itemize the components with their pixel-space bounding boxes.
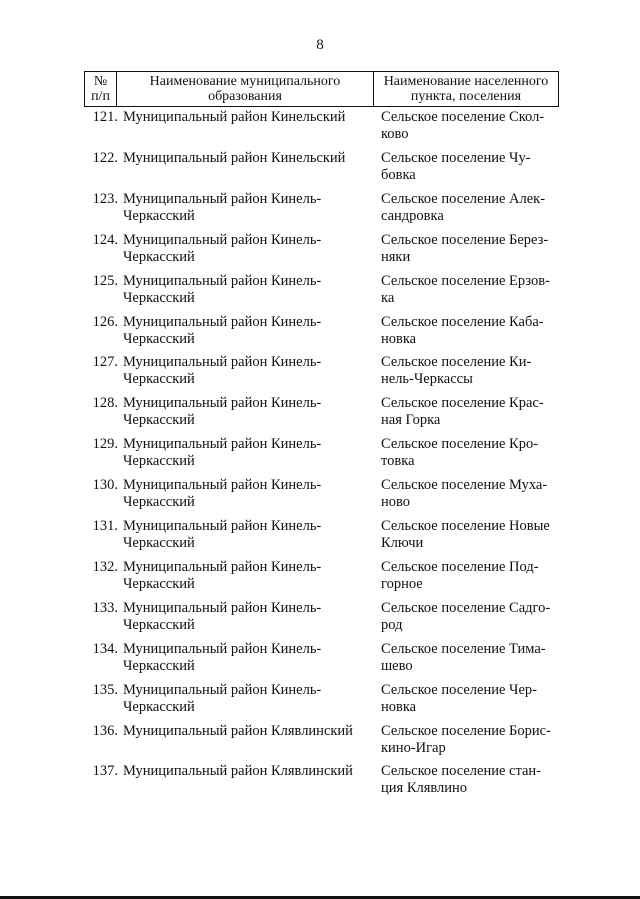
row-number: 131.	[92, 518, 118, 534]
settlement-line: Сельское поселение Ерзов-	[381, 273, 550, 289]
municipality-cell	[123, 723, 373, 740]
settlement-line: ново	[381, 494, 411, 510]
settlement-line: Сельское поселение Скол-	[381, 109, 545, 125]
settlement-cell	[381, 763, 571, 797]
settlement-line: ково	[381, 126, 409, 142]
row-number: 123.	[92, 191, 118, 207]
municipality-line: Муниципальный район Кинель-	[123, 559, 322, 575]
settlement-cell	[381, 354, 571, 388]
header-settlement	[374, 72, 559, 107]
settlement-line: Сельское поселение Садго-	[381, 600, 551, 616]
municipality-line: Муниципальный район Кинельский	[123, 109, 346, 125]
municipality-cell	[123, 518, 373, 552]
settlement-line: нель-Черкассы	[381, 371, 473, 387]
header-municipality-line: образования	[208, 89, 282, 104]
settlement-cell	[381, 150, 571, 184]
settlement-cell	[381, 723, 571, 757]
settlement-line: Сельское поселение Чер-	[381, 682, 537, 698]
row-number: 124.	[92, 232, 118, 248]
municipality-line: Муниципальный район Кинельский	[123, 150, 346, 166]
settlement-cell	[381, 109, 571, 143]
settlement-cell	[381, 436, 571, 470]
settlement-line: Сельское поселение Крас-	[381, 395, 544, 411]
settlement-line: Сельское поселение Новые	[381, 518, 550, 534]
header-settlement-line: Наименование населенного	[383, 74, 549, 89]
row-number: 129.	[92, 436, 118, 452]
settlement-line: Сельское поселение Алек-	[381, 191, 546, 207]
settlement-line: Сельское поселение Тима-	[381, 641, 546, 657]
page-number: 8	[316, 37, 324, 53]
settlement-line: сандровка	[381, 208, 444, 224]
header-number-line: п/п	[91, 89, 110, 104]
municipality-line: Муниципальный район Клявлинский	[123, 723, 353, 739]
municipality-line: Муниципальный район Кинель-	[123, 395, 322, 411]
row-number: 128.	[92, 395, 118, 411]
table-row	[0, 518, 640, 558]
row-number: 137.	[92, 763, 118, 779]
settlement-line: товка	[381, 453, 415, 469]
municipality-cell	[123, 641, 373, 675]
table-row	[0, 232, 640, 272]
settlement-line: няки	[381, 249, 411, 265]
header-municipality-line: Наименование муниципального	[149, 74, 341, 89]
municipality-line: Черкасский	[123, 576, 195, 592]
row-number: 130.	[92, 477, 118, 493]
table-row	[0, 600, 640, 640]
settlement-line: Ключи	[381, 535, 424, 551]
settlement-line: ция Клявлино	[381, 780, 468, 796]
municipality-line: Муниципальный район Кинель-	[123, 477, 322, 493]
header-number	[85, 72, 117, 107]
settlement-line: род	[381, 617, 403, 633]
municipality-line: Муниципальный район Кинель-	[123, 682, 322, 698]
table-row	[0, 763, 640, 803]
municipality-cell	[123, 600, 373, 634]
row-number: 133.	[92, 600, 118, 616]
municipality-line: Муниципальный район Кинель-	[123, 518, 322, 534]
header-settlement-line: пункта, поселения	[410, 89, 522, 104]
municipality-cell	[123, 477, 373, 511]
row-number: 125.	[92, 273, 118, 289]
municipality-line: Черкасский	[123, 208, 195, 224]
settlement-line: Сельское поселение Муха-	[381, 477, 548, 493]
settlement-line: бовка	[381, 167, 416, 183]
municipality-line: Муниципальный район Кинель-	[123, 436, 322, 452]
settlement-line: Сельское поселение Ки-	[381, 354, 532, 370]
table-row	[0, 477, 640, 517]
settlement-line: Сельское поселение Под-	[381, 559, 539, 575]
table-row	[0, 723, 640, 763]
table-row	[0, 436, 640, 476]
header-number-line: №	[93, 74, 108, 89]
municipality-line: Муниципальный район Кинель-	[123, 273, 322, 289]
settlement-line: новка	[381, 331, 417, 347]
settlement-line: Сельское поселение Берез-	[381, 232, 549, 248]
municipality-line: Черкасский	[123, 412, 195, 428]
settlement-cell	[381, 395, 571, 429]
settlement-line: Сельское поселение Каба-	[381, 314, 544, 330]
row-number: 122.	[92, 150, 118, 166]
table-row	[0, 109, 640, 149]
table-row	[0, 395, 640, 435]
municipality-cell	[123, 232, 373, 266]
settlement-line: шево	[381, 658, 413, 674]
municipality-line: Черкасский	[123, 494, 195, 510]
municipality-cell	[123, 682, 373, 716]
municipality-line: Черкасский	[123, 290, 195, 306]
table-row	[0, 273, 640, 313]
row-number: 135.	[92, 682, 118, 698]
row-number: 121.	[92, 109, 118, 125]
table-header	[84, 71, 559, 107]
municipality-line: Черкасский	[123, 371, 195, 387]
settlement-cell	[381, 518, 571, 552]
municipality-line: Черкасский	[123, 658, 195, 674]
municipality-cell	[123, 109, 373, 126]
settlement-line: Сельское поселение Чу-	[381, 150, 531, 166]
table-row	[0, 354, 640, 394]
settlement-line: новка	[381, 699, 417, 715]
municipality-line: Муниципальный район Кинель-	[123, 354, 322, 370]
settlement-cell	[381, 600, 571, 634]
settlement-line: кино-Игар	[381, 740, 446, 756]
municipality-cell	[123, 150, 373, 167]
table-row	[0, 150, 640, 190]
municipality-line: Черкасский	[123, 331, 195, 347]
municipality-line: Муниципальный район Кинель-	[123, 314, 322, 330]
table-row	[0, 559, 640, 599]
municipality-cell	[123, 273, 373, 307]
municipality-line: Муниципальный район Клявлинский	[123, 763, 353, 779]
municipality-cell	[123, 436, 373, 470]
municipality-cell	[123, 559, 373, 593]
row-number: 127.	[92, 354, 118, 370]
municipality-line: Муниципальный район Кинель-	[123, 600, 322, 616]
municipality-line: Муниципальный район Кинель-	[123, 641, 322, 657]
municipality-line: Муниципальный район Кинель-	[123, 191, 322, 207]
table-row	[0, 191, 640, 231]
municipality-cell	[123, 395, 373, 429]
table-row	[0, 682, 640, 722]
settlement-cell	[381, 477, 571, 511]
settlement-cell	[381, 273, 571, 307]
municipality-line: Черкасский	[123, 699, 195, 715]
row-number: 136.	[92, 723, 118, 739]
settlement-cell	[381, 191, 571, 225]
settlement-cell	[381, 682, 571, 716]
settlement-cell	[381, 559, 571, 593]
settlement-cell	[381, 232, 571, 266]
municipality-line: Черкасский	[123, 249, 195, 265]
settlement-line: Сельское поселение Кро-	[381, 436, 539, 452]
settlement-cell	[381, 641, 571, 675]
municipality-cell	[123, 763, 373, 780]
row-number: 132.	[92, 559, 118, 575]
table-row	[0, 314, 640, 354]
municipality-cell	[123, 354, 373, 388]
settlement-line: ка	[381, 290, 395, 306]
row-number: 126.	[92, 314, 118, 330]
municipality-cell	[123, 314, 373, 348]
settlement-line: горное	[381, 576, 423, 592]
municipality-line: Черкасский	[123, 453, 195, 469]
municipality-line: Муниципальный район Кинель-	[123, 232, 322, 248]
municipality-cell	[123, 191, 373, 225]
municipality-line: Черкасский	[123, 535, 195, 551]
row-number: 134.	[92, 641, 118, 657]
settlement-line: ная Горка	[381, 412, 441, 428]
settlement-line: Сельское поселение Борис-	[381, 723, 551, 739]
settlement-cell	[381, 314, 571, 348]
settlement-line: Сельское поселение стан-	[381, 763, 542, 779]
header-municipality	[117, 72, 374, 107]
municipality-line: Черкасский	[123, 617, 195, 633]
table-row	[0, 641, 640, 681]
